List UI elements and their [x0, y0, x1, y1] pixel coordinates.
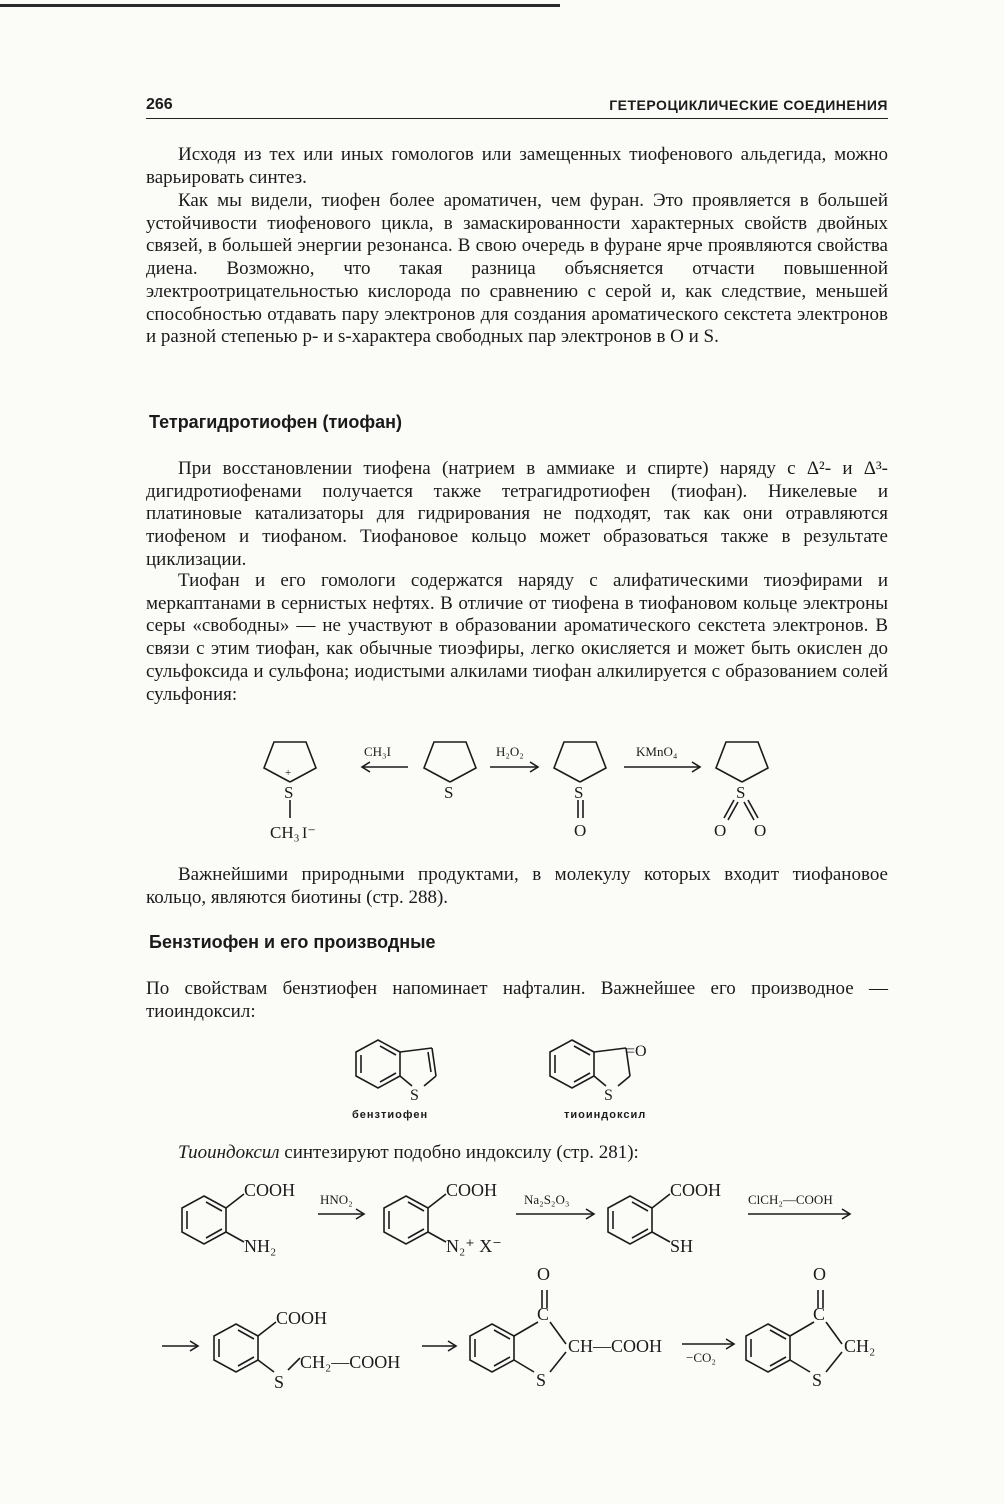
anthranilic-nh2: NH₂ — [244, 1236, 277, 1256]
keto-acid-s: S — [536, 1370, 547, 1390]
keto-acid-chcooh: CH—COOH — [568, 1336, 663, 1356]
keto-acid-c: C — [537, 1304, 550, 1324]
reagent-clch2cooh: ClCH₂—COOH — [748, 1192, 833, 1207]
thioindoxyl-s: S — [604, 1087, 613, 1104]
thiosalicylic-sh: SH — [670, 1236, 694, 1256]
paragraph-1: Исходя из тех или иных гомологов или замещенных тиофенового альдегида, можно варьировать синтез. — [146, 144, 888, 188]
sulfonium-ch3: CH₃ — [270, 823, 300, 842]
acid-s: S — [274, 1372, 285, 1392]
thioindoxyl-carbonyl: =O — [626, 1043, 647, 1060]
page-number: 266 — [146, 96, 173, 113]
acid-ch2cooh: CH₂—COOH — [300, 1352, 401, 1372]
reagent-na2s2o3: Na₂S₂O₃ — [524, 1192, 570, 1207]
sulfoxide-s: S — [574, 783, 584, 802]
reagent-ch3i: CH₃I — [364, 744, 391, 759]
caption-benzthiophene: бензтиофен — [352, 1109, 429, 1121]
paragraph-7 — [146, 1142, 888, 1165]
reagent-hno2: HNO₂ — [320, 1192, 353, 1207]
page-header — [146, 96, 888, 119]
thiosalicylic-cooh: COOH — [670, 1180, 722, 1200]
sulfone-s: S — [736, 783, 746, 802]
reagent-h2o2: H₂O₂ — [496, 744, 524, 759]
thioindoxyl-synthesis-scheme — [0, 1172, 1004, 1402]
thioindoxyl-o: O — [813, 1264, 826, 1284]
thiophane-s: S — [444, 783, 454, 802]
thioindoxyl-ch2: CH₂ — [844, 1336, 876, 1356]
paragraph-6: По свойствам бензтиофен напоминает нафталин. Важнейшее его производное — тиоиндоксил: — [146, 978, 888, 1022]
sulfone-o-right: O — [754, 821, 767, 840]
paragraph-7-rest: синтезируют подобно индоксилу (стр. 281): — [279, 1142, 639, 1163]
thioindoxyl-s-final: S — [812, 1370, 823, 1390]
benzthiophene-s: S — [410, 1087, 419, 1104]
acid-cooh: COOH — [276, 1308, 328, 1328]
reagent-minus-co2: −CO₂ — [686, 1350, 716, 1365]
top-rule — [0, 4, 560, 7]
sulfonium-s: S — [284, 783, 294, 802]
thioindoxyl-c: C — [813, 1304, 826, 1324]
reagent-kmno4: KMnO₄ — [636, 744, 678, 759]
sulfoxide-o: O — [574, 821, 587, 840]
thiophane-reaction-scheme — [0, 730, 1004, 850]
heading-tetrahydrothiophene: Тетрагидротиофен (тиофан) — [149, 412, 402, 432]
paragraph-4: Тиофан и его гомологи содержатся наряду с алифатическими тиоэфирами и меркаптанами в сернистых нефтях. В отличие от тиофена в тиофановом кольце электроны серы «свободны» — не участвуют в образовании ароматического секстета электронов. В связи с этим тиофан, как обычные тиоэфиры, легко окисляется и может быть окислен до сульфоксида и сульфона; иодистыми алкилами тиофан алкилируется с образованием солей сульфония: — [146, 570, 888, 705]
running-title: ГЕТЕРОЦИКЛИЧЕСКИЕ СОЕДИНЕНИЯ — [609, 97, 888, 113]
paragraph-3: При восстановлении тиофена (натрием в аммиаке и спирте) наряду с Δ²- и Δ³-дигидротиофенами получается также тетрагидротиофен (тиофан). Никелевые и платиновые катализаторы для гидрирования не подходят, так как они отравляются тиофеном и тиофаном. Тиофановое кольцо может образоваться также в результате циклизации. — [146, 458, 888, 570]
diazonium-cooh: COOH — [446, 1180, 498, 1200]
keto-acid-o: O — [537, 1264, 550, 1284]
benzthiophene-structures — [0, 1030, 1004, 1126]
diazonium-n2x: N₂⁺ X⁻ — [446, 1236, 502, 1256]
caption-thioindoxyl: тиоиндоксил — [564, 1109, 647, 1121]
sulfone-o-left: O — [714, 821, 727, 840]
paragraph-2: Как мы видели, тиофен более ароматичен, чем фуран. Это проявляется в большей устойчивости тиофенового цикла, в замаскированности характерных свойств двойных связей, в большей энергии резонанса. В свою очередь в фуране ярче проявляются свойства диена. Возможно, что такая разница объясняется отчасти повышенной электроотрицательностью кислорода по сравнению с серой и, как следствие, меньшей способностью отдавать пару электронов для создания ароматического секстета электронов и разной степенью p- и s-характера свободных пар электронов в O и S. — [146, 190, 888, 348]
sulfonium-plus: + — [285, 767, 292, 779]
paragraph-5: Важнейшими природными продуктами, в молекулу которых входит тиофановое кольцо, являются биотины (стр. 288). — [146, 864, 888, 908]
anthranilic-cooh: COOH — [244, 1180, 296, 1200]
thioindoxyl-term: Тиоиндоксил — [178, 1142, 280, 1163]
sulfonium-iodide: I⁻ — [302, 825, 316, 842]
heading-benzthiophene: Бензтиофен и его производные — [149, 932, 436, 952]
